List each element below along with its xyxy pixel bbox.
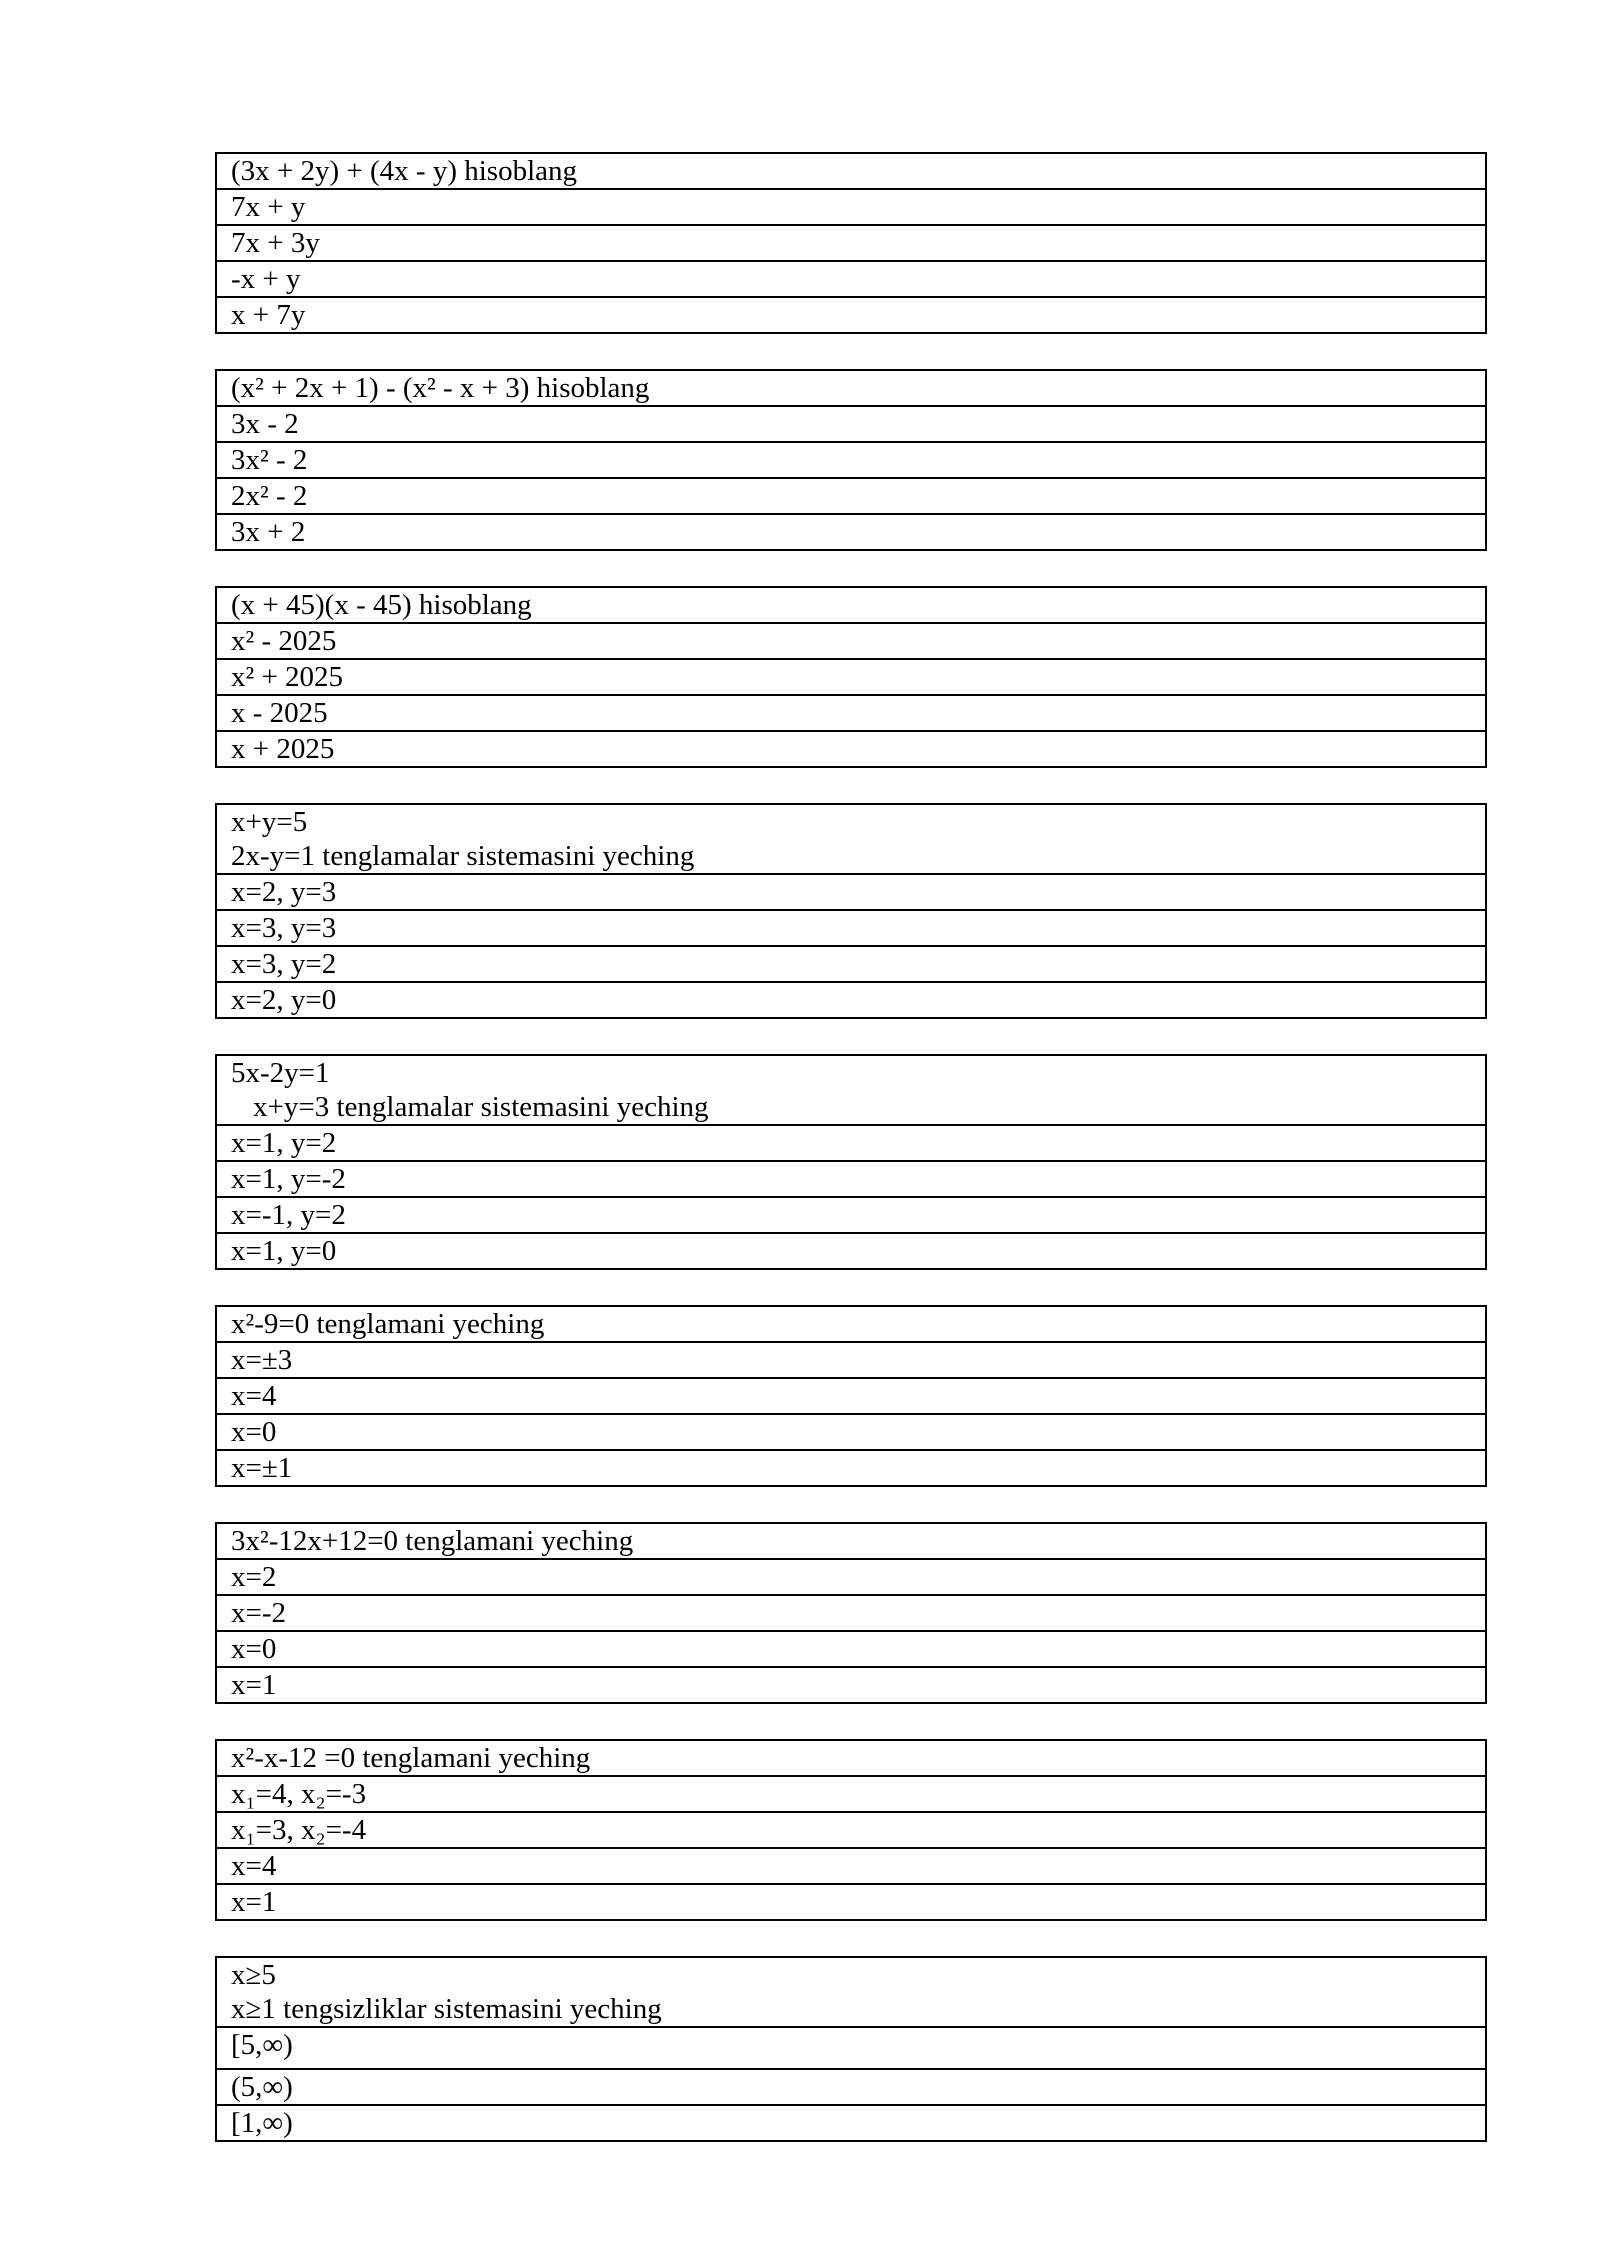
answer-option: x=4 (216, 1848, 1486, 1884)
answer-option: x=-2 (216, 1595, 1486, 1631)
answer-option: 3x - 2 (216, 406, 1486, 442)
answer-option: x=3, y=2 (216, 946, 1486, 982)
answer-option: x=0 (216, 1631, 1486, 1667)
answer-option: x=0 (216, 1414, 1486, 1450)
answer-option: 3x² - 2 (216, 442, 1486, 478)
question-table (215, 1739, 1487, 1921)
answer-option: x₁=4, x₂=-3 (216, 1776, 1486, 1812)
answer-option: -x + y (216, 261, 1486, 297)
answer-option: x=2 (216, 1559, 1486, 1595)
answer-option: x² + 2025 (216, 659, 1486, 695)
answer-option: x=-1, y=2 (216, 1197, 1486, 1233)
question-text: x²-x-12 =0 tenglamani yeching (216, 1740, 1486, 1776)
question-table (215, 1054, 1487, 1270)
answer-option: x₁=3, x₂=-4 (216, 1812, 1486, 1848)
answer-option: x=1 (216, 1667, 1486, 1703)
answer-option: x=4 (216, 1378, 1486, 1414)
question-table (215, 586, 1487, 768)
answer-option: x=±1 (216, 1450, 1486, 1486)
question-line: x+y=3 tenglamalar sistemasini yeching (253, 1091, 709, 1123)
question-table (215, 152, 1487, 334)
answer-option: 7x + 3y (216, 225, 1486, 261)
answer-option: [1,∞) (216, 2105, 1486, 2141)
answer-option: x=2, y=3 (216, 874, 1486, 910)
answer-option: x=1, y=-2 (216, 1161, 1486, 1197)
answer-option: x² - 2025 (216, 623, 1486, 659)
question-text: (3x + 2y) + (4x - y) hisoblang (216, 153, 1486, 189)
answer-option: 2x² - 2 (216, 478, 1486, 514)
answer-option: x + 2025 (216, 731, 1486, 767)
answer-option: [5,∞) (216, 2027, 1486, 2069)
question-line: x≥1 tengsizliklar sistemasini yeching (231, 1993, 662, 2025)
answer-option: x=±3 (216, 1342, 1486, 1378)
question-line: 2x-y=1 tenglamalar sistemasini yeching (231, 840, 695, 872)
answer-option: x + 7y (216, 297, 1486, 333)
answer-option: x=2, y=0 (216, 982, 1486, 1018)
answer-option: 7x + y (216, 189, 1486, 225)
question-table (215, 1956, 1487, 2142)
question-text: (x + 45)(x - 45) hisoblang (216, 587, 1486, 623)
question-table (215, 369, 1487, 551)
question-line: x+y=5 (231, 806, 308, 838)
answer-option: x=1 (216, 1884, 1486, 1920)
document-page (215, 152, 1487, 2177)
question-text: (x² + 2x + 1) - (x² - x + 3) hisoblang (216, 370, 1486, 406)
answer-option: x=1, y=2 (216, 1125, 1486, 1161)
answer-option: x - 2025 (216, 695, 1486, 731)
question-table (215, 1305, 1487, 1487)
question-line: x≥5 (231, 1959, 276, 1991)
question-line: 5x-2y=1 (231, 1057, 330, 1089)
question-text (216, 804, 1486, 874)
question-text: 3x²-12x+12=0 tenglamani yeching (216, 1523, 1486, 1559)
question-table (215, 1522, 1487, 1704)
answer-option: x=3, y=3 (216, 910, 1486, 946)
question-text: x²-9=0 tenglamani yeching (216, 1306, 1486, 1342)
answer-option: 3x + 2 (216, 514, 1486, 550)
answer-option: x=1, y=0 (216, 1233, 1486, 1269)
answer-option: (5,∞) (216, 2069, 1486, 2105)
question-text (216, 1957, 1486, 2027)
question-text (216, 1055, 1486, 1125)
question-table (215, 803, 1487, 1019)
